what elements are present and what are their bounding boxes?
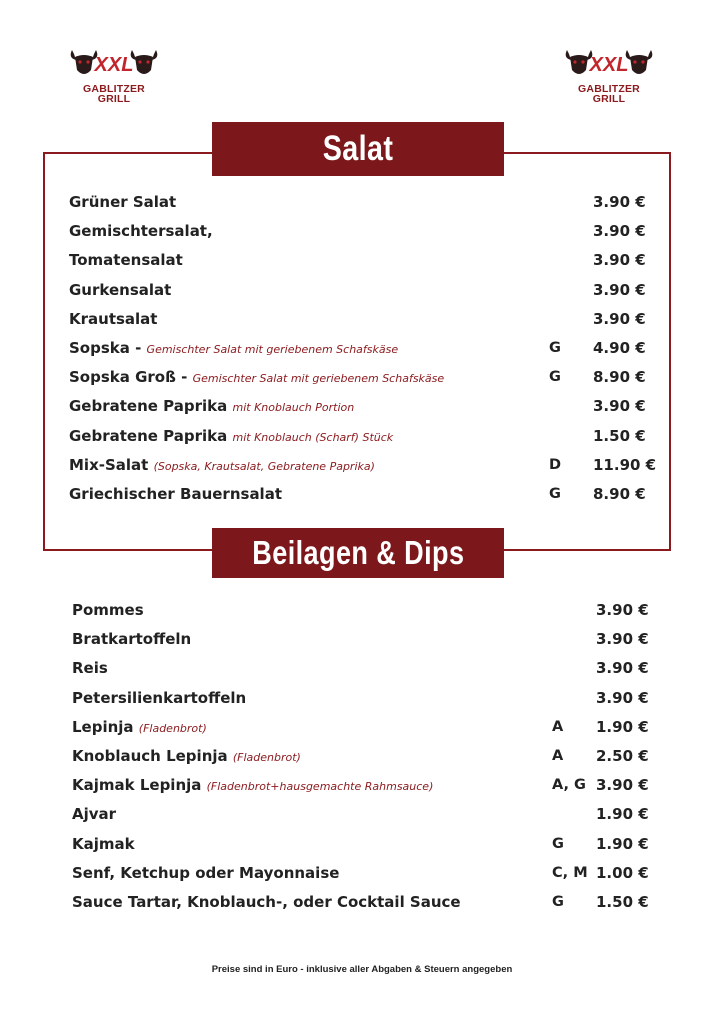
menu-item-title: Petersilienkartoffeln xyxy=(72,688,247,707)
menu-item-allergens: A, G xyxy=(552,777,586,794)
menu-item-title: Grüner Salat xyxy=(69,193,177,211)
menu-item-price: 3.90 € xyxy=(596,776,649,795)
menu-item-price: 1.50 € xyxy=(596,893,649,911)
menu-item-price: 4.90 € xyxy=(593,339,646,357)
logo-mark: XXL xyxy=(94,54,134,76)
menu-item-name xyxy=(72,685,246,711)
menu-item-price: 3.90 € xyxy=(593,193,646,211)
menu-item-row xyxy=(72,831,666,857)
menu-item-price: 8.90 € xyxy=(593,368,646,387)
menu-item-description: (Fladenbrot) xyxy=(232,751,301,764)
menu-item-allergens: G xyxy=(552,894,564,910)
menu-item-description: mit Knoblauch Portion xyxy=(232,401,355,415)
logo-brand-line2: GRILL xyxy=(592,93,626,105)
menu-item-allergens: G xyxy=(549,486,561,502)
menu-item-price: 1.90 € xyxy=(596,717,649,736)
menu-item-allergens: G xyxy=(549,369,561,386)
menu-item-name xyxy=(72,889,461,915)
menu-item-row xyxy=(72,801,666,827)
menu-item-price: 1.50 € xyxy=(593,426,646,445)
menu-item-name xyxy=(72,860,339,886)
menu-item-row xyxy=(69,393,663,419)
menu-item-description: Gemischter Salat mit geriebenem Schafskäse xyxy=(192,372,445,386)
menu-item-allergens: G xyxy=(549,340,561,356)
menu-item-title: Mix-Salat xyxy=(69,455,154,474)
menu-item-title: Sopska - xyxy=(69,339,147,357)
menu-item-title: Reis xyxy=(72,659,108,678)
menu-item-title: Gemischtersalat, xyxy=(69,222,213,241)
menu-item-title: Gebratene Paprika xyxy=(69,426,233,445)
footer-note: Preise sind in Euro - inklusive aller Abgaben & Steuern angegeben xyxy=(211,964,513,975)
menu-item-row xyxy=(72,714,666,740)
menu-item-allergens: A xyxy=(552,748,564,764)
menu-item-allergens: D xyxy=(549,456,562,473)
menu-item-title: Senf, Ketchup oder Mayonnaise xyxy=(72,863,340,882)
menu-item-title: Sauce Tartar, Knoblauch-, oder Cocktail Sauce xyxy=(72,893,461,911)
menu-item-name xyxy=(69,423,393,451)
menu-item-name xyxy=(69,306,157,332)
menu-item-title: Krautsalat xyxy=(69,309,158,328)
menu-item-price: 8.90 € xyxy=(593,485,646,503)
logo-brand-line1: GABLITZER xyxy=(83,83,145,95)
menu-item-row xyxy=(72,685,666,711)
menu-item-description: mit Knoblauch (Scharf) Stück xyxy=(232,430,394,444)
menu-item-row xyxy=(69,481,663,507)
menu-item-title: Bratkartoffeln xyxy=(72,630,192,649)
menu-item-name xyxy=(69,393,354,421)
menu-item-name xyxy=(72,655,108,681)
menu-item-description: (Fladenbrot) xyxy=(138,721,207,735)
menu-item-row xyxy=(69,306,663,332)
menu-item-name xyxy=(72,597,144,623)
menu-item-row xyxy=(69,452,663,478)
menu-item-name xyxy=(69,247,183,273)
menu-item-row xyxy=(72,860,666,886)
menu-item-title: Lepinja xyxy=(72,717,139,736)
beilagen-title: Beilagen & Dips xyxy=(251,534,465,571)
menu-item-price: 3.90 € xyxy=(593,251,646,270)
menu-item-row xyxy=(72,743,666,769)
menu-item-allergens: G xyxy=(552,835,564,852)
menu-item-name xyxy=(69,364,444,392)
menu-item-row xyxy=(72,597,666,623)
menu-item-title: Sopska Groß - xyxy=(69,368,193,387)
menu-item-allergens: A xyxy=(552,718,564,735)
menu-item-name xyxy=(69,218,213,244)
menu-item-name xyxy=(69,452,375,480)
menu-item-price: 3.90 € xyxy=(593,280,646,299)
menu-item-row xyxy=(69,364,663,390)
menu-item-name xyxy=(69,335,398,363)
menu-item-allergens: C, M xyxy=(552,864,588,881)
menu-item-price: 1.00 € xyxy=(596,863,649,882)
menu-item-price: 1.90 € xyxy=(596,834,649,853)
menu-item-row xyxy=(69,247,663,273)
menu-item-name xyxy=(72,772,433,800)
menu-item-price: 3.90 € xyxy=(596,659,649,678)
menu-item-row xyxy=(69,277,663,303)
menu-item-name xyxy=(69,481,282,507)
beilagen-title-banner xyxy=(212,528,504,578)
menu-item-name xyxy=(72,831,135,857)
menu-item-price: 3.90 € xyxy=(593,222,646,241)
menu-item-title: Tomatensalat xyxy=(69,251,183,270)
menu-item-price: 3.90 € xyxy=(593,309,646,328)
menu-item-price: 3.90 € xyxy=(596,630,649,649)
salat-title-banner xyxy=(212,122,504,176)
menu-item-row xyxy=(72,889,666,915)
menu-item-row xyxy=(72,772,666,798)
bull-heads-logo-icon xyxy=(561,44,657,84)
menu-item-name xyxy=(69,277,171,303)
logo-mark: XXL xyxy=(589,54,629,76)
menu-item-row xyxy=(69,423,663,449)
menu-item-name xyxy=(72,743,301,771)
menu-item-description: Gemischter Salat mit geriebenem Schafskäse xyxy=(146,343,399,356)
menu-item-name xyxy=(72,626,191,652)
menu-item-title: Kajmak Lepinja xyxy=(72,776,207,795)
menu-item-row xyxy=(69,335,663,361)
menu-item-title: Ajvar xyxy=(72,805,117,824)
menu-item-title: Gebratene Paprika xyxy=(69,397,233,416)
menu-item-price: 3.90 € xyxy=(596,688,649,707)
menu-item-title: Gurkensalat xyxy=(69,280,172,299)
logo-brand-line2: GRILL xyxy=(97,93,131,105)
menu-item-title: Kajmak xyxy=(72,834,135,853)
menu-item-price: 2.50 € xyxy=(596,747,649,765)
logo-brand-line1: GABLITZER xyxy=(578,83,640,95)
menu-item-row xyxy=(69,189,663,215)
bull-heads-logo-icon xyxy=(66,44,162,84)
menu-item-title: Griechischer Bauernsalat xyxy=(69,485,282,503)
salat-title: Salat xyxy=(322,129,394,168)
menu-item-price: 3.90 € xyxy=(593,397,646,416)
logo-left xyxy=(64,44,164,110)
menu-item-description: (Sopska, Krautsalat, Gebratene Paprika) xyxy=(153,459,375,473)
menu-item-name xyxy=(72,714,207,742)
menu-item-row xyxy=(72,626,666,652)
menu-item-price: 3.90 € xyxy=(596,601,649,619)
menu-item-price: 1.90 € xyxy=(596,805,649,824)
menu-item-name xyxy=(69,189,176,215)
menu-item-title: Pommes xyxy=(72,601,144,619)
menu-item-name xyxy=(72,801,116,827)
menu-item-row xyxy=(69,218,663,244)
menu-item-row xyxy=(72,655,666,681)
menu-item-description: (Fladenbrot+hausgemachte Rahmsauce) xyxy=(206,780,434,794)
logo-right xyxy=(559,44,659,110)
menu-item-price: 11.90 € xyxy=(593,455,657,474)
menu-item-title: Knoblauch Lepinja xyxy=(72,747,233,765)
